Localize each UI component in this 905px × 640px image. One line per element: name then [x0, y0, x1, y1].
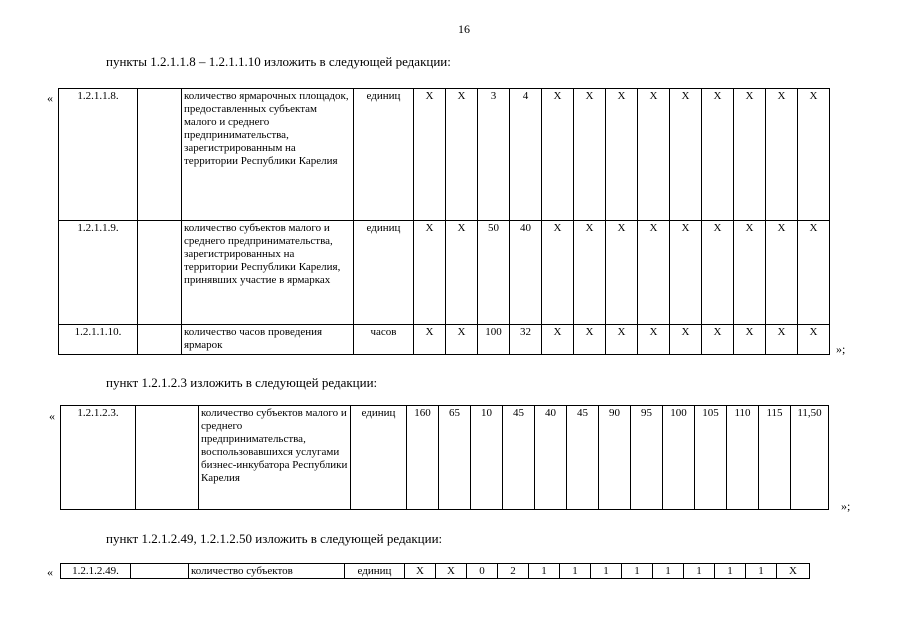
value-cell: X — [446, 221, 478, 325]
page-number: 16 — [458, 22, 470, 36]
value-cell: 0 — [467, 564, 498, 579]
value-cell: 90 — [599, 406, 631, 510]
value-cell: X — [798, 89, 830, 221]
row-code: 1.2.1.2.3. — [61, 406, 136, 510]
value-cell: 115 — [759, 406, 791, 510]
value-cell: 1 — [746, 564, 777, 579]
value-cell: X — [670, 89, 702, 221]
value-cell: X — [638, 89, 670, 221]
value-cell: 100 — [478, 325, 510, 355]
value-cell: X — [798, 221, 830, 325]
value-cell: X — [777, 564, 810, 579]
value-cell: X — [405, 564, 436, 579]
value-cell: 40 — [535, 406, 567, 510]
row-code: 1.2.1.2.49. — [61, 564, 131, 579]
value-cell: X — [702, 89, 734, 221]
value-cell: X — [734, 325, 766, 355]
value-cell: 1 — [591, 564, 622, 579]
value-cell: X — [436, 564, 467, 579]
value-cell: 2 — [498, 564, 529, 579]
value-cell: 95 — [631, 406, 663, 510]
row-unit: единиц — [345, 564, 405, 579]
empty-cell — [138, 89, 182, 221]
section-1-intro: пункты 1.2.1.1.8 – 1.2.1.1.10 изложить в следующей редакции: — [106, 54, 451, 69]
value-cell: X — [702, 325, 734, 355]
value-cell: 1 — [560, 564, 591, 579]
value-cell: 11,50 — [791, 406, 829, 510]
value-cell: X — [766, 221, 798, 325]
empty-cell — [136, 406, 199, 510]
value-cell: X — [670, 221, 702, 325]
value-cell: X — [542, 221, 574, 325]
value-cell: 1 — [622, 564, 653, 579]
value-cell: X — [606, 221, 638, 325]
section-1-table — [58, 88, 830, 355]
empty-cell — [138, 325, 182, 355]
value-cell: 4 — [510, 89, 542, 221]
value-cell: X — [638, 325, 670, 355]
section-2-close-quote: »; — [841, 499, 851, 513]
value-cell: X — [414, 221, 446, 325]
value-cell: X — [574, 89, 606, 221]
section-3-table — [60, 563, 810, 579]
row-text: количество субъектов малого и среднего предпринимательства, воспользовавшихся услугами бизнес-инкубатора Республики Карелия — [199, 406, 351, 510]
value-cell: 10 — [471, 406, 503, 510]
value-cell: X — [734, 89, 766, 221]
table-row — [61, 406, 829, 510]
section-1-open-quote: « — [47, 91, 53, 105]
value-cell: 160 — [407, 406, 439, 510]
value-cell: X — [574, 221, 606, 325]
section-1-close-quote: »; — [836, 342, 846, 356]
value-cell: X — [414, 89, 446, 221]
row-unit: единиц — [354, 89, 414, 221]
row-code: 1.2.1.1.8. — [59, 89, 138, 221]
value-cell: X — [542, 89, 574, 221]
row-unit: единиц — [354, 221, 414, 325]
row-unit: единиц — [351, 406, 407, 510]
row-text: количество субъектов малого и среднего предпринимательства, зарегистрированных на территории Республики Карелия, принявших участие в ярмарках — [182, 221, 354, 325]
value-cell: X — [798, 325, 830, 355]
value-cell: 45 — [503, 406, 535, 510]
value-cell: X — [574, 325, 606, 355]
value-cell: X — [766, 325, 798, 355]
value-cell: X — [606, 325, 638, 355]
value-cell: X — [702, 221, 734, 325]
value-cell: X — [638, 221, 670, 325]
value-cell: X — [734, 221, 766, 325]
empty-cell — [138, 221, 182, 325]
value-cell: 1 — [653, 564, 684, 579]
section-2-open-quote: « — [49, 409, 55, 423]
section-2-intro: пункт 1.2.1.2.3 изложить в следующей редакции: — [106, 375, 378, 390]
table-row — [59, 89, 830, 221]
value-cell: 50 — [478, 221, 510, 325]
value-cell: 45 — [567, 406, 599, 510]
value-cell: 1 — [529, 564, 560, 579]
value-cell: X — [606, 89, 638, 221]
empty-cell — [131, 564, 189, 579]
section-3-intro: пункт 1.2.1.2.49, 1.2.1.2.50 изложить в следующей редакции: — [106, 531, 443, 546]
row-unit: часов — [354, 325, 414, 355]
value-cell: X — [670, 325, 702, 355]
row-code: 1.2.1.1.9. — [59, 221, 138, 325]
value-cell: 65 — [439, 406, 471, 510]
value-cell: X — [766, 89, 798, 221]
value-cell: 1 — [684, 564, 715, 579]
row-code: 1.2.1.1.10. — [59, 325, 138, 355]
value-cell: 40 — [510, 221, 542, 325]
value-cell: 1 — [715, 564, 746, 579]
value-cell: 32 — [510, 325, 542, 355]
value-cell: X — [414, 325, 446, 355]
section-3-open-quote: « — [47, 565, 53, 579]
table-row — [59, 325, 830, 355]
section-2-table — [60, 405, 829, 510]
row-text: количество часов проведения ярмарок — [182, 325, 354, 355]
value-cell: X — [446, 89, 478, 221]
value-cell: 110 — [727, 406, 759, 510]
value-cell: X — [446, 325, 478, 355]
table-row — [59, 221, 830, 325]
row-text: количество ярмарочных площадок, предоставленных субъектам малого и среднего предпринимательства, зарегистрированным на территории Республики Карелия — [182, 89, 354, 221]
value-cell: X — [542, 325, 574, 355]
value-cell: 3 — [478, 89, 510, 221]
row-text: количество субъектов — [189, 564, 345, 579]
value-cell: 100 — [663, 406, 695, 510]
value-cell: 105 — [695, 406, 727, 510]
table-row — [61, 564, 810, 579]
